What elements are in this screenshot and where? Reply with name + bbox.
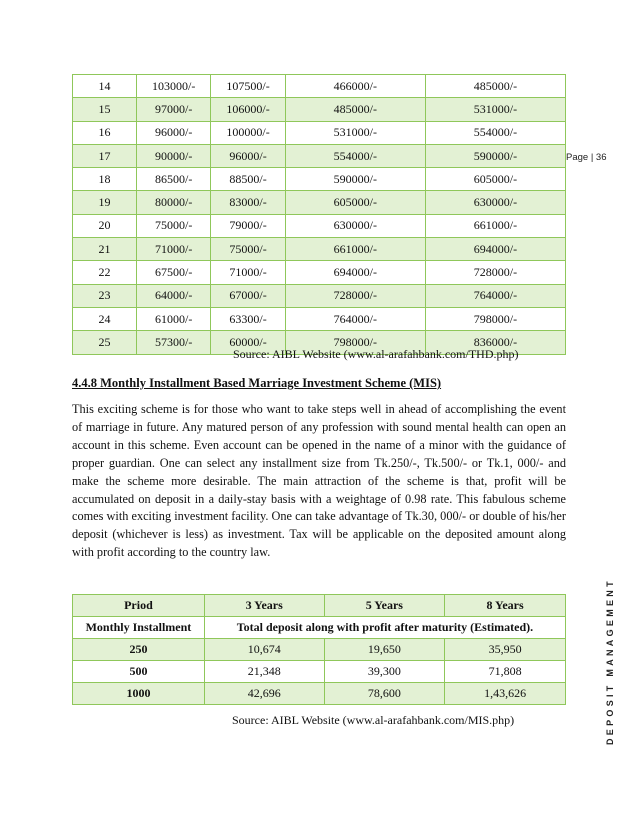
table-cell: 75000/- xyxy=(136,214,210,237)
table-row xyxy=(73,191,566,214)
table-cell: 554000/- xyxy=(285,144,425,167)
table-cell: 798000/- xyxy=(285,331,425,354)
table-cell: 694000/- xyxy=(425,238,565,261)
table-cell: 798000/- xyxy=(425,307,565,330)
table-cell: 22 xyxy=(73,261,137,284)
table-cell: 80000/- xyxy=(136,191,210,214)
table-row xyxy=(73,121,566,144)
table-cell: 64000/- xyxy=(136,284,210,307)
table-cell: 97000/- xyxy=(136,98,210,121)
table-cell: 21,348 xyxy=(204,661,324,683)
table-cell: 590000/- xyxy=(425,144,565,167)
mis-table xyxy=(72,594,566,705)
table-row xyxy=(73,98,566,121)
table-cell: 694000/- xyxy=(285,261,425,284)
table-cell: 96000/- xyxy=(136,121,210,144)
table-row xyxy=(73,307,566,330)
sidebar-title: DEPOSIT MANAGEMENT xyxy=(605,578,615,745)
table-cell: 24 xyxy=(73,307,137,330)
table-cell: 16 xyxy=(73,121,137,144)
mis-header-cell: Priod xyxy=(73,595,205,617)
table-cell: 19,650 xyxy=(324,639,445,661)
section-heading: 4.4.8 Monthly Installment Based Marriage Investment Scheme (MIS) xyxy=(72,376,442,390)
table-cell: 10,674 xyxy=(204,639,324,661)
table-cell: 63300/- xyxy=(211,307,285,330)
table-cell: 630000/- xyxy=(425,191,565,214)
table-cell: 42,696 xyxy=(204,683,324,705)
table-cell: 57300/- xyxy=(136,331,210,354)
mis-header-cell: 3 Years xyxy=(204,595,324,617)
table-cell: 100000/- xyxy=(211,121,285,144)
table-cell: 86500/- xyxy=(136,168,210,191)
table-row xyxy=(73,214,566,237)
table-cell: 35,950 xyxy=(445,639,566,661)
table-row xyxy=(73,683,566,705)
table-cell: 71,808 xyxy=(445,661,566,683)
mis-table-header-row xyxy=(73,595,566,617)
table-cell: 661000/- xyxy=(425,214,565,237)
table-cell: 39,300 xyxy=(324,661,445,683)
table-row xyxy=(73,144,566,167)
table-cell: 661000/- xyxy=(285,238,425,261)
table-cell: 20 xyxy=(73,214,137,237)
table-cell: 79000/- xyxy=(211,214,285,237)
table-cell: 25 xyxy=(73,331,137,354)
table-cell: 83000/- xyxy=(211,191,285,214)
table-cell: 18 xyxy=(73,168,137,191)
table-cell: 61000/- xyxy=(136,307,210,330)
mis-header-cell: 5 Years xyxy=(324,595,445,617)
table-cell: 21 xyxy=(73,238,137,261)
table-cell: 485000/- xyxy=(285,98,425,121)
table-cell: 67000/- xyxy=(211,284,285,307)
table-cell: 19 xyxy=(73,191,137,214)
table-cell: 71000/- xyxy=(136,238,210,261)
table-cell: 106000/- xyxy=(211,98,285,121)
table-cell: 15 xyxy=(73,98,137,121)
table-cell: 71000/- xyxy=(211,261,285,284)
table-row xyxy=(73,75,566,98)
installment-table-source: Source: AIBL Website (www.al-arafahbank.com/THD.php) xyxy=(233,347,519,361)
table-cell: 88500/- xyxy=(211,168,285,191)
table-cell: 728000/- xyxy=(285,284,425,307)
mis-table-subheader-row xyxy=(73,617,566,639)
table-cell: 250 xyxy=(73,639,205,661)
table-cell: 17 xyxy=(73,144,137,167)
mis-header-cell: 8 Years xyxy=(445,595,566,617)
table-cell: 23 xyxy=(73,284,137,307)
table-row xyxy=(73,639,566,661)
table-cell: 605000/- xyxy=(425,168,565,191)
table-cell: 103000/- xyxy=(136,75,210,98)
table-cell: 630000/- xyxy=(285,214,425,237)
table-cell: 90000/- xyxy=(136,144,210,167)
table-cell: 14 xyxy=(73,75,137,98)
table-cell: 96000/- xyxy=(211,144,285,167)
table-cell: 836000/- xyxy=(425,331,565,354)
section-paragraph: This exciting scheme is for those who want to take steps well in ahead of accomplishing the event of marriage in future. Any matured person of any profession with sound mental health can open an account in this scheme. Even account can be opened in the name of a minor with the guidance of proper guardian. One can select any installment size from Tk.250/-, Tk.500/- or Tk.1, 000/- and make the scheme more desirable. The main attraction of the scheme is that, profit will be accumulated on deposit in a daily-stay basis with a weightage of 0.98 rate. This fabulous scheme comes with exciting investment facility. One can take advantage of Tk.30, 000/- or double of his/her deposit (whichever is less) as investment. Tax will be applicable on the deposited amount along with profit according to the country law. xyxy=(72,402,566,560)
table-cell: 531000/- xyxy=(425,98,565,121)
table-cell: 605000/- xyxy=(285,191,425,214)
table-row xyxy=(73,284,566,307)
mis-table-body xyxy=(73,639,566,705)
installment-table-body xyxy=(73,75,566,355)
table-row xyxy=(73,261,566,284)
page-number: Page | 36 xyxy=(566,152,607,163)
table-cell: 764000/- xyxy=(285,307,425,330)
table-cell: 485000/- xyxy=(425,75,565,98)
table-cell: 728000/- xyxy=(425,261,565,284)
table-cell: 1000 xyxy=(73,683,205,705)
table-cell: 554000/- xyxy=(425,121,565,144)
mis-table-source: Source: AIBL Website (www.al-arafahbank.com/MIS.php) xyxy=(232,713,515,727)
table-row xyxy=(73,238,566,261)
table-cell: 500 xyxy=(73,661,205,683)
table-cell: 466000/- xyxy=(285,75,425,98)
mis-subheader-label: Monthly Installment xyxy=(73,617,205,639)
table-cell: 75000/- xyxy=(211,238,285,261)
table-cell: 590000/- xyxy=(285,168,425,191)
table-cell: 67500/- xyxy=(136,261,210,284)
table-cell: 1,43,626 xyxy=(445,683,566,705)
table-cell: 60000/- xyxy=(211,331,285,354)
table-row xyxy=(73,661,566,683)
table-cell: 107500/- xyxy=(211,75,285,98)
table-cell: 764000/- xyxy=(425,284,565,307)
mis-subheader-text: Total deposit along with profit after maturity (Estimated). xyxy=(204,617,565,639)
table-cell: 78,600 xyxy=(324,683,445,705)
table-cell: 531000/- xyxy=(285,121,425,144)
table-row xyxy=(73,168,566,191)
installment-table xyxy=(72,74,566,355)
